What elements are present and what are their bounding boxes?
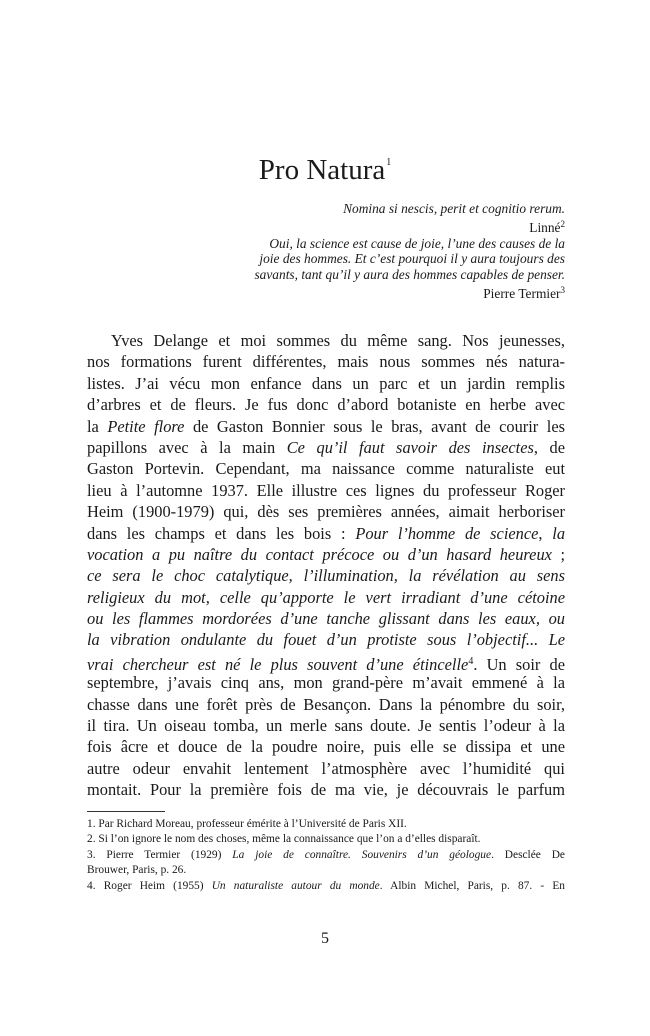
text-line: fois âcre et douce de la poudre noire, puis elle se dissipa et une xyxy=(87,737,565,757)
text-line: dans les champs et dans les bois : Pour l’homme de science, la xyxy=(87,523,566,543)
footnote-divider xyxy=(87,811,165,812)
body-paragraph xyxy=(87,330,565,801)
epigraph-quote: Oui, la science est cause de joie, l’une des causes de la xyxy=(269,235,565,251)
epigraph-block xyxy=(185,201,565,302)
footnote: 1. Par Richard Moreau, professeur émérite à l’Université de Paris XII. xyxy=(87,818,407,830)
text-line: vocation a pu naître du contact précoce ou d’un hasard heureux ; xyxy=(87,544,566,564)
footnotes xyxy=(87,817,565,894)
footnote: 3. Pierre Termier (1929) La joie de connaître. Souvenirs d’un géologue. Desclée De xyxy=(87,848,565,861)
text-line: il tira. Un oiseau tomba, un merle sans doute. Je sentis l’odeur à la xyxy=(87,716,565,736)
epigraph-quote: Nomina si nescis, perit et cognitio rerum. xyxy=(343,201,565,216)
text-line: Yves Delange et moi sommes du même sang. Nos jeunesses, xyxy=(111,331,565,350)
text-line: ce sera le choc catalytique, l’illumination, la révélation au sens xyxy=(87,566,565,586)
text-line: Heim (1900-1979) qui, dès ses premières années, aimait herboriser xyxy=(87,502,565,522)
text-line: Gaston Portevin. Cependant, ma naissance comme naturaliste eut xyxy=(87,459,565,479)
footnote: Brouwer, Paris, p. 26. xyxy=(87,864,187,877)
text-line: lieu à l’automne 1937. Elle illustre ces lignes du professeur Roger xyxy=(87,480,565,500)
epigraph-quote: joie des hommes. Et c’est pourquoi il y aura toujours des xyxy=(259,251,565,267)
footnote-ref: 1 xyxy=(386,157,392,168)
text-line: autre odeur envahit lentement l’atmosphère avec l’humidité qui xyxy=(87,758,565,778)
epigraph-author: Linné$^2$ xyxy=(529,218,565,235)
text-line: papillons avec à la main Ce qu’il faut savoir des insectes, de xyxy=(87,437,565,457)
text-line: religieux du mot, celle qu’apporte le vert irradiant d’une cétoine xyxy=(87,587,565,607)
text-line: la Petite flore de Gaston Bonnier sous le bras, avant de courir les xyxy=(87,416,565,436)
text-line: montait. Pour la première fois de ma vie, je découvrais le parfum xyxy=(87,780,565,800)
text-line: chasse dans une forêt près de Besançon. Dans la pénombre du soir, xyxy=(87,694,565,714)
epigraph-quote: savants, tant qu’il y aura des hommes capables de penser. xyxy=(254,267,565,283)
footnote: 4. Roger Heim (1955) Un naturaliste autour du monde. Albin Michel, Paris, p. 87. - En xyxy=(87,879,565,892)
text-line: listes. J’ai vécu mon enfance dans un parc et un jardin remplis xyxy=(87,373,565,393)
text-line: ou les flammes mordorées d’une tanche glissant dans les eaux, ou xyxy=(87,609,565,629)
page-number: 5 xyxy=(321,930,329,947)
text-line: la vibration ondulante du fouet d’un protiste sous l’objectif... Le xyxy=(87,630,565,650)
text-line: d’arbres et de fleurs. Je fus donc d’abord botaniste en herbe avec xyxy=(87,395,565,415)
text-line: septembre, j’avais cinq ans, mon grand-père m’avait emmené à la xyxy=(87,673,565,693)
page-title: Pro Natura$^1$ xyxy=(258,154,392,186)
footnote: 2. Si l’on ignore le nom des choses, même la connaissance que l’on a d’elles disparaît. xyxy=(87,833,481,846)
footnote-ref: 4 xyxy=(468,655,474,667)
epigraph-author: Pierre Termier$^3$ xyxy=(483,284,565,301)
text-line: nos formations furent différentes, mais nous sommes nés natura- xyxy=(87,352,565,372)
text-line: vrai chercheur est né le plus souvent d’une étincelle$^4$. Un soir de xyxy=(87,654,566,674)
